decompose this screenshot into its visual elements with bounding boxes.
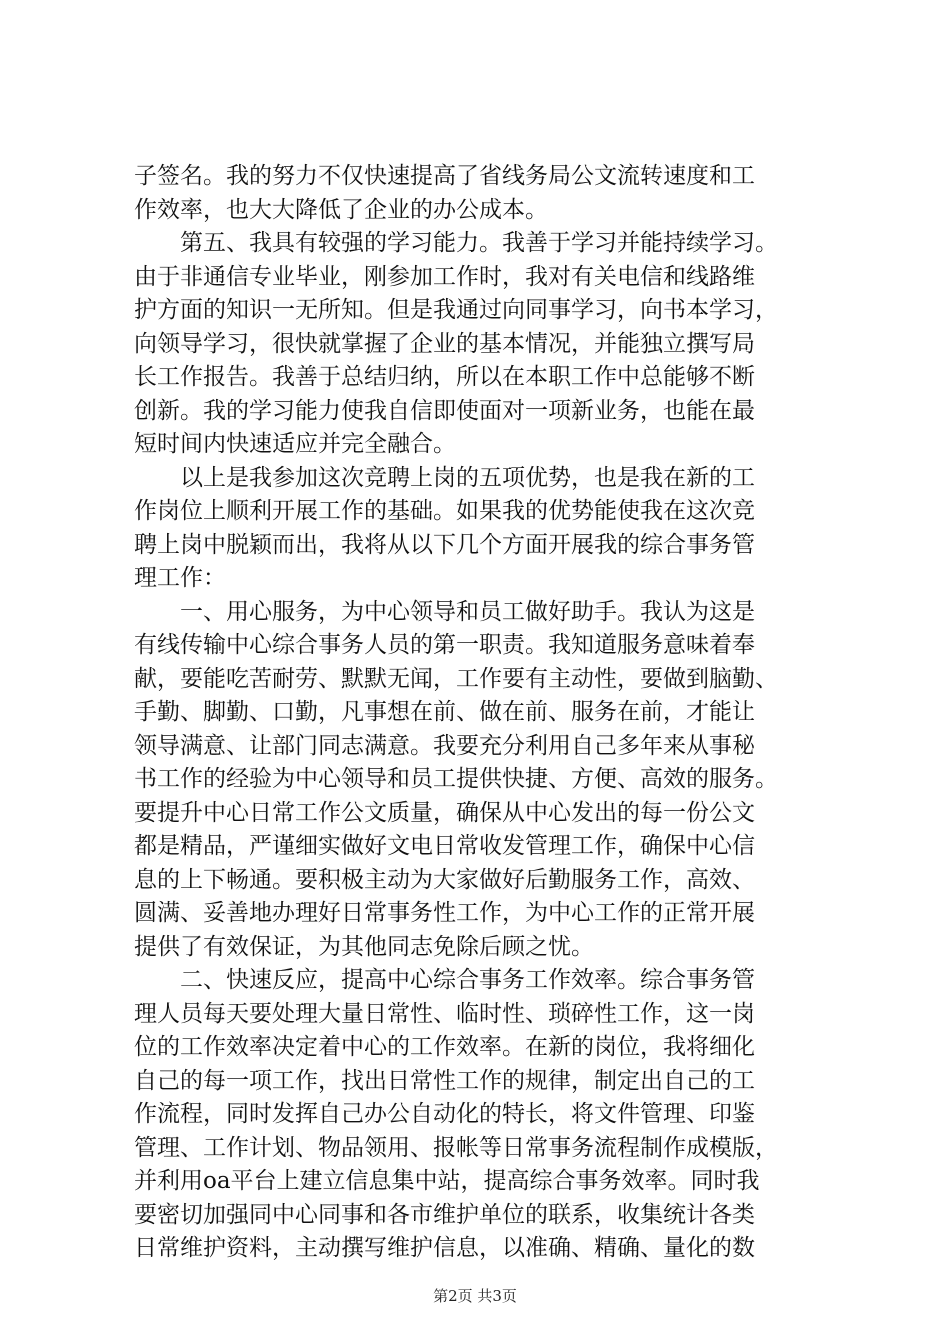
text-line: 要密切加强同中心同事和各市维护单位的联系，收集统计各类 — [134, 1201, 755, 1228]
text-line: 护方面的知识一无所知。但是我通过向同事学习，向书本学习， — [134, 297, 778, 323]
text-line: 子签名。我的努力不仅快速提高了省线务局公文流转速度和工 — [134, 163, 755, 189]
text-line: 自己的每一项工作，找出日常性工作的规律，制定出自己的工 — [134, 1067, 755, 1094]
text-line: 由于非通信专业毕业，刚参加工作时，我对有关电信和线路维 — [134, 263, 755, 290]
text-line: 作效率，也大大降低了企业的办公成本。 — [134, 196, 548, 223]
text-line: 管理、工作计划、物品领用、报帐等日常事务流程制作成模版， — [134, 1134, 778, 1161]
text-line: 提供了有效保证，为其他同志免除后顾之忧。 — [134, 933, 594, 960]
text-line: 长工作报告。我善于总结归纳，所以在本职工作中总能够不断 — [134, 364, 755, 390]
text-line: 向领导学习，很快就掌握了企业的基本情况，并能独立撰写局 — [134, 330, 755, 357]
paragraph-start-line: 以上是我参加这次竞聘上岗的五项优势，也是我在新的工 — [180, 464, 755, 491]
paragraph-start-line: 一、用心服务，为中心领导和员工做好助手。我认为这是 — [180, 598, 755, 625]
text-line: 聘上岗中脱颖而出，我将从以下几个方面开展我的综合事务管 — [134, 531, 755, 558]
text-line: 都是精品，严谨细实做好文电日常收发管理工作，确保中心信 — [134, 833, 755, 859]
text-line: 作岗位上顺利开展工作的基础。如果我的优势能使我在这次竞 — [134, 498, 755, 524]
text-line: 领导满意、让部门同志满意。我要充分利用自己多年来从事秘 — [134, 732, 755, 759]
text-line: 息的上下畅通。要积极主动为大家做好后勤服务工作，高效、 — [134, 866, 755, 893]
paragraph-start-line: 第五、我具有较强的学习能力。我善于学习并能持续学习。 — [180, 230, 778, 256]
text-line: 位的工作效率决定着中心的工作效率。在新的岗位，我将细化 — [134, 1034, 755, 1060]
text-line: 圆满、妥善地办理好日常事务性工作，为中心工作的正常开展 — [134, 900, 755, 926]
text-line: 书工作的经验为中心领导和员工提供快捷、方便、高效的服务。 — [134, 766, 778, 792]
text-line: 日常维护资料，主动撰写维护信息，以准确、精确、量化的数 — [134, 1235, 755, 1261]
text-line: 短时间内快速适应并完全融合。 — [134, 431, 456, 457]
page-number-footer: 第2页 共3页 — [433, 1287, 517, 1305]
document-body — [134, 160, 834, 1266]
text-line: 理工作： — [134, 565, 226, 591]
text-line: 有线传输中心综合事务人员的第一职责。我知道服务意味着奉 — [134, 632, 755, 658]
text-line: 献，要能吃苦耐劳、默默无闻，工作要有主动性，要做到脑勤、 — [134, 665, 778, 692]
text-line: 理人员每天要处理大量日常性、临时性、琐碎性工作，这一岗 — [134, 1000, 755, 1027]
text-line: 要提升中心日常工作公文质量，确保从中心发出的每一份公文 — [134, 799, 755, 826]
text-line: 创新。我的学习能力使我自信即使面对一项新业务，也能在最 — [134, 397, 755, 424]
text-line: 作流程，同时发挥自己办公自动化的特长，将文件管理、印鉴 — [134, 1101, 755, 1127]
text-line: 手勤、脚勤、口勤，凡事想在前、做在前、服务在前，才能让 — [134, 699, 755, 725]
text-line: 并利用oa平台上建立信息集中站，提高综合事务效率。同时我 — [134, 1168, 760, 1194]
paragraph-start-line: 二、快速反应，提高中心综合事务工作效率。综合事务管 — [180, 967, 755, 993]
